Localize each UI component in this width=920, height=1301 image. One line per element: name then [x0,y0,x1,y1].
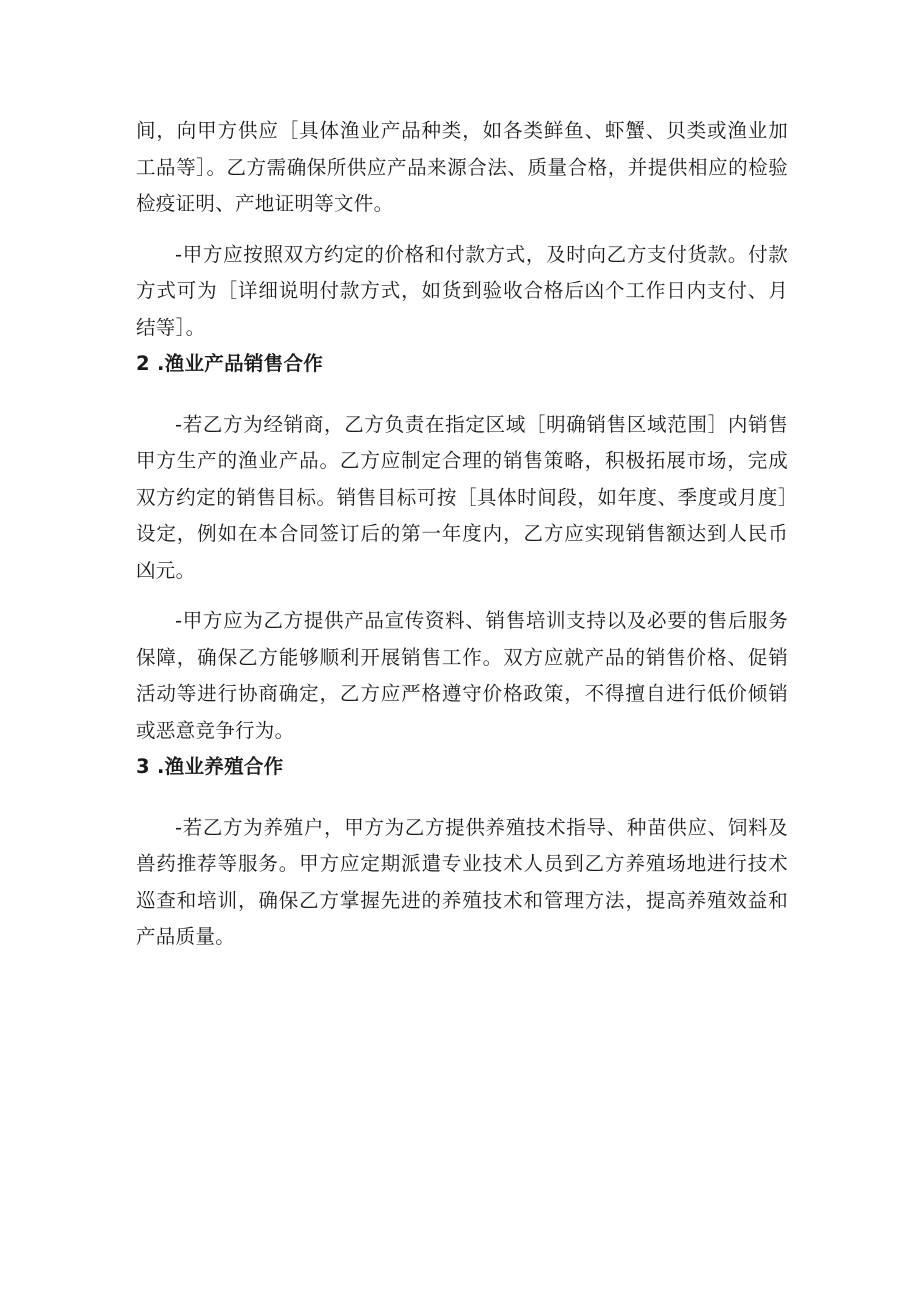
paragraph-aquaculture-farmer: -若乙方为养殖户，甲方为乙方提供养殖技术指导、种苗供应、饲料及兽药推荐等服务。甲方应定期派遣专业技术人员到乙方养殖场地进行技术巡查和培训，确保乙方掌握先进的养殖技术和管理方法，提高养殖效益和产品质量。 [136,815,788,948]
paragraph-sales-support: -甲方应为乙方提供产品宣传资料、销售培训支持以及必要的售后服务保障，确保乙方能够顺利开展销售工作。双方应就产品的销售价格、促销活动等进行协商确定，乙方应严格遵守价格政策，不得擅自进行低价倾销或恶意竞争行为。 [136,609,788,742]
paragraph-payment: -甲方应按照双方约定的价格和付款方式，及时向乙方支付货款。付款方式可为［详细说明付款方式，如货到验收合格后凶个工作日内支付、月结等］。 [136,242,788,339]
paragraph-sales-distributor: -若乙方为经销商，乙方负责在指定区域［明确销售区域范围］内销售甲方生产的渔业产品。乙方应制定合理的销售策略，积极拓展市场，完成双方约定的销售目标。销售目标可按［具体时间段，如年度、季度或月度］设定，例如在本合同签订后的第一年度内，乙方应实现销售额达到人民币凶元。 [136,412,788,582]
document-page [136,113,788,956]
section-heading-aquaculture: 3 .渔业养殖合作 [136,755,284,778]
section-heading-sales: 2 .渔业产品销售合作 [136,352,324,375]
paragraph-supply-continued: 间，向甲方供应［具体渔业产品种类，如各类鲜鱼、虾蟹、贝类或渔业加工品等］。乙方需确保所供应产品来源合法、质量合格，并提供相应的检验检疫证明、产地证明等文件。 [136,119,788,215]
